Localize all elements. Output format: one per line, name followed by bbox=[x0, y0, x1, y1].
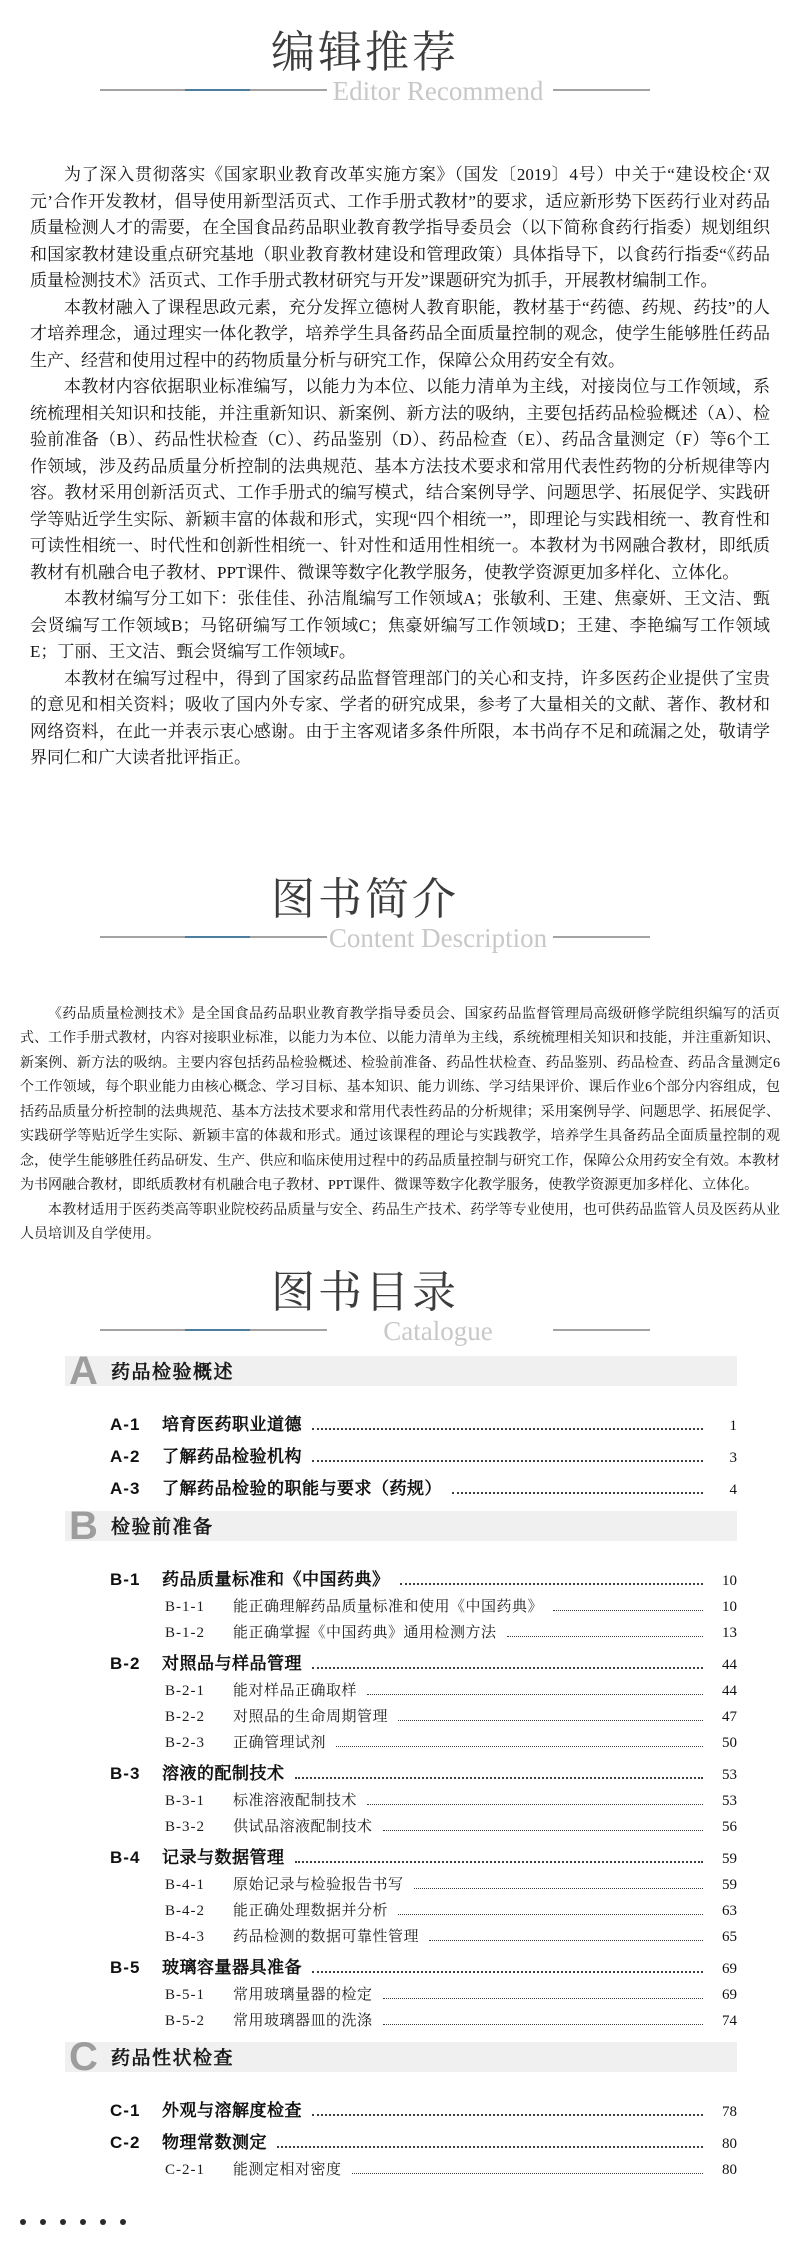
divider-line-accent bbox=[185, 1329, 250, 1331]
section-title-en: Editor Recommend bbox=[332, 76, 544, 106]
toc-item-page: 69 bbox=[722, 1986, 737, 2003]
dot-leader bbox=[312, 1667, 703, 1669]
section-title-en: Catalogue bbox=[383, 1315, 493, 1346]
toc-item-title: 常用玻璃器皿的洗涤 bbox=[233, 2012, 373, 2029]
divider-line-right bbox=[553, 89, 650, 91]
toc-item bbox=[65, 1620, 737, 1646]
toc-item-number: B-1-1 bbox=[165, 1598, 205, 1615]
toc-item-title: 玻璃容量器具准备 bbox=[162, 1957, 302, 1977]
section-header-editor-recommend bbox=[0, 30, 800, 108]
paragraph: 本教材在编写过程中，得到了国家药品监督管理部门的关心和支持，许多医药企业提供了宝贵的意见和相关资料；吸收了国内外专家、学者的研究成果，参考了大量相关的文献、著作、教材和网络资料，在此一并表示衷心感谢。由于主客观诸多条件所限，本书尚存不足和疏漏之处，敬请学界同仁和广大读者批评指正。 bbox=[30, 668, 770, 767]
toc-item bbox=[65, 1872, 737, 1898]
toc-item-page: 59 bbox=[722, 1850, 737, 1867]
toc-item-page: 65 bbox=[722, 1928, 737, 1945]
dot-leader bbox=[452, 1492, 703, 1494]
toc-item bbox=[65, 1412, 737, 1439]
toc-item bbox=[65, 1444, 737, 1471]
toc-item bbox=[65, 1982, 737, 2008]
toc-item-page: 56 bbox=[722, 1818, 737, 1835]
content-description-text bbox=[20, 1003, 780, 1248]
dot-leader bbox=[507, 1636, 703, 1637]
dot-leader bbox=[367, 1804, 703, 1805]
toc-item-number: C-2 bbox=[110, 2132, 141, 2152]
section-header-content-description bbox=[0, 874, 800, 955]
toc-item-page: 53 bbox=[722, 1766, 737, 1783]
ellipsis-dot bbox=[80, 2219, 86, 2225]
dot-leader bbox=[429, 1940, 703, 1941]
toc-item-number: C-1 bbox=[110, 2100, 141, 2120]
section-title: 检验前准备 bbox=[111, 1517, 214, 1538]
toc-item-title: 了解药品检验的职能与要求（药规） bbox=[162, 1478, 442, 1498]
dot-leader bbox=[352, 2173, 703, 2174]
toc-item-number: B-1 bbox=[110, 1569, 141, 1589]
section-header-catalogue bbox=[0, 1267, 800, 1348]
toc-item-title: 原始记录与检验报告书写 bbox=[233, 1876, 404, 1893]
toc-item bbox=[65, 1845, 737, 1872]
toc-item-number: B-2-3 bbox=[165, 1734, 205, 1751]
toc-item-page: 59 bbox=[722, 1876, 737, 1893]
paragraph: 《药品质量检测技术》是全国食品药品职业教育教学指导委员会、国家药品监督管理局高级研修学院组织编写的活页式、工作手册式教材，内容对接职业标准，以能力为本位、以能力清单为主线，系统梳理相关知识和技能，并注重新知识、新案例、新方法的吸纳。主要内容包括药品检验概述、检验前准备、药品性状检查、药品鉴别、药品检查、药品含量测定6个工作领域，每个职业能力由核心概念、学习目标、基本知识、能力训练、学习结果评价、课后作业6个部分内容组成，包括药品质量分析控制的法典规范、基本方法技术要求和常用代表性药品的分析规律；采用案例导学、问题思学、拓展促学、实践研学等贴近学生实际、新颖丰富的体裁和形式。通过该课程的理论与实践教学，培养学生具备药品全面质量控制的观念，使学生能够胜任药品研发、生产、供应和临床使用过程中的药品质量控制与研究工作，保障公众用药安全有效。本教材为书网融合教材，即纸质教材有机融合电子教材、PPT课件、微课等数字化教学服务，使教学资源更加多样化、立体化。 bbox=[20, 1006, 780, 1193]
toc-item bbox=[65, 1898, 737, 1924]
toc-item-page: 69 bbox=[722, 1960, 737, 1977]
toc-item-page: 3 bbox=[729, 1449, 737, 1466]
toc-item-page: 80 bbox=[722, 2135, 737, 2152]
dot-leader bbox=[398, 1720, 703, 1721]
ellipsis-dot bbox=[20, 2219, 26, 2225]
toc-item-page: 80 bbox=[722, 2161, 737, 2178]
dot-leader bbox=[312, 1971, 703, 1973]
toc-item-number: A-1 bbox=[110, 1414, 141, 1434]
section-title-en: Content Description bbox=[328, 922, 548, 953]
dot-leader bbox=[312, 2114, 703, 2116]
toc-item-number: B-2-2 bbox=[165, 1708, 205, 1725]
toc-item-title: 记录与数据管理 bbox=[162, 1847, 285, 1867]
section-title-cn: 图书目录 bbox=[271, 1267, 459, 1317]
toc-item-title: 药品质量标准和《中国药典》 bbox=[162, 1569, 390, 1589]
toc-item bbox=[65, 1814, 737, 1840]
catalogue-section-band bbox=[65, 1503, 737, 1548]
dot-leader bbox=[398, 1914, 703, 1915]
toc-item-page: 13 bbox=[722, 1624, 737, 1641]
toc-item bbox=[65, 1924, 737, 1950]
toc-item-title: 能对样品正确取样 bbox=[233, 1682, 358, 1699]
section-letter-icon: B bbox=[69, 1503, 98, 1548]
dot-leader bbox=[312, 1460, 703, 1462]
toc-item-title: 药品检测的数据可靠性管理 bbox=[233, 1928, 420, 1945]
toc-item-page: 1 bbox=[729, 1417, 737, 1434]
toc-item bbox=[65, 1730, 737, 1756]
dot-leader bbox=[367, 1694, 703, 1695]
dot-leader bbox=[312, 1428, 703, 1430]
paragraph: 本教材融入了课程思政元素，充分发挥立德树人教育职能，教材基于“药德、药规、药技”的人才培养理念，通过理实一体化教学，培养学生具备药品全面质量控制的观念，使学生能够胜任药品生产、经营和使用过程中的药物质量分析与研究工作，保障公众用药安全有效。 bbox=[30, 297, 770, 370]
toc-item-title: 常用玻璃量器的检定 bbox=[233, 1986, 373, 2003]
toc-item bbox=[65, 1651, 737, 1678]
divider-line-accent bbox=[185, 936, 250, 938]
toc-item-title: 溶液的配制技术 bbox=[162, 1763, 285, 1783]
toc-item-page: 10 bbox=[722, 1572, 737, 1589]
toc-item-page: 50 bbox=[722, 1734, 737, 1751]
editor-recommend-text bbox=[30, 162, 770, 772]
toc-item-number: B-1-2 bbox=[165, 1624, 205, 1641]
toc-item-number: A-2 bbox=[110, 1446, 141, 1466]
toc-item-title: 能正确理解药品质量标准和使用《中国药典》 bbox=[233, 1598, 544, 1615]
toc-item bbox=[65, 2098, 737, 2125]
catalogue-section-band bbox=[65, 1348, 737, 1393]
toc-item-number: B-4 bbox=[110, 1847, 141, 1867]
toc-item-title: 能正确掌握《中国药典》通用检测方法 bbox=[233, 1624, 497, 1641]
section-title-cn: 图书简介 bbox=[271, 874, 459, 924]
ellipsis-dot bbox=[100, 2219, 106, 2225]
toc-item-number: B-4-2 bbox=[165, 1902, 205, 1919]
section-letter-icon: C bbox=[69, 2034, 98, 2079]
dot-leader bbox=[336, 1746, 703, 1747]
dot-leader bbox=[553, 1610, 703, 1611]
toc-item bbox=[65, 1704, 737, 1730]
toc-item-number: B-4-3 bbox=[165, 1928, 205, 1945]
toc-item bbox=[65, 2130, 737, 2157]
toc-item-number: B-5 bbox=[110, 1957, 141, 1977]
ellipsis-dot bbox=[120, 2219, 126, 2225]
toc-item-page: 74 bbox=[722, 2012, 737, 2029]
toc-item-number: B-3 bbox=[110, 1763, 141, 1783]
toc-item-number: B-2 bbox=[110, 1653, 141, 1673]
ellipsis-dot bbox=[40, 2219, 46, 2225]
dot-leader bbox=[295, 1777, 704, 1779]
toc-item-page: 47 bbox=[722, 1708, 737, 1725]
toc-item bbox=[65, 2157, 737, 2183]
toc-item-title: 标准溶液配制技术 bbox=[233, 1792, 358, 1809]
ellipsis-dot bbox=[60, 2219, 66, 2225]
toc-item-title: 正确管理试剂 bbox=[233, 1734, 327, 1751]
section-title-cn: 编辑推荐 bbox=[271, 28, 459, 77]
paragraph: 本教材内容依据职业标准编写，以能力为本位、以能力清单为主线，对接岗位与工作领域，系统梳理相关知识和技能，并注重新知识、新案例、新方法的吸纳，主要包括药品检验概述（A）、检验前准备（B）、药品性状检查（C）、药品鉴别（D）、药品检查（E）、药品含量测定（F）等6个工作领域，涉及药品质量分析控制的法典规范、基本方法技术要求和常用代表性药物的分析规律等内容。教材采用创新活页式、工作手册式的编写模式，结合案例导学、问题思学、拓展促学、实践研学等贴近学生实际、新颖丰富的体裁和形式，实现“四个相统一”，即理论与实践相统一、教育性和可读性相统一、时代性和创新性相统一、针对性和适用性相统一。本教材为书网融合教材，即纸质教材有机融合电子教材、PPT课件、微课等数字化教学服务，使教学资源更加多样化、立体化。 bbox=[30, 377, 770, 582]
toc-item-page: 10 bbox=[722, 1598, 737, 1615]
toc-item-title: 对照品的生命周期管理 bbox=[233, 1708, 389, 1725]
toc-item-title: 培育医药职业道德 bbox=[162, 1414, 302, 1434]
divider-line-right bbox=[553, 1329, 650, 1331]
divider-line-right bbox=[553, 936, 650, 938]
section-title: 药品性状检查 bbox=[111, 2048, 235, 2069]
toc-item-title: 供试品溶液配制技术 bbox=[233, 1818, 373, 1835]
catalogue-toc bbox=[65, 1348, 737, 2183]
toc-item-number: B-5-1 bbox=[165, 1986, 205, 2003]
toc-item-number: B-3-1 bbox=[165, 1792, 205, 1809]
section-title: 药品检验概述 bbox=[111, 1362, 235, 1383]
paragraph: 为了深入贯彻落实《国家职业教育改革实施方案》（国发〔2019〕4号）中关于“建设校企‘双元’合作开发教材，倡导使用新型活页式、工作手册式教材”的要求，适应新形势下医药行业对药品质量检测人才的需要，在全国食品药品职业教育教学指导委员会（以下简称食药行指委）规划组织和国家教材建设重点研究基地（职业教育教材建设和管理政策）具体指导下，以食药行指委“《药品质量检测技术》活页式、工作手册式教材研究与开发”课题研究为抓手，开展教材编制工作。 bbox=[30, 165, 770, 290]
toc-ellipsis bbox=[20, 2219, 800, 2225]
toc-item-number: B-4-1 bbox=[165, 1876, 205, 1893]
toc-item bbox=[65, 1761, 737, 1788]
toc-item-page: 44 bbox=[722, 1682, 737, 1699]
toc-item-page: 53 bbox=[722, 1792, 737, 1809]
dot-leader bbox=[277, 2146, 703, 2148]
divider-line-accent bbox=[185, 89, 250, 91]
toc-item-page: 78 bbox=[722, 2103, 737, 2120]
dot-leader bbox=[383, 1830, 703, 1831]
toc-item bbox=[65, 1594, 737, 1620]
toc-item bbox=[65, 1567, 737, 1594]
catalogue-section-band bbox=[65, 2034, 737, 2079]
dot-leader bbox=[295, 1861, 704, 1863]
toc-item-number: B-3-2 bbox=[165, 1818, 205, 1835]
paragraph: 本教材适用于医药类高等职业院校药品质量与安全、药品生产技术、药学等专业使用，也可供药品监管人员及医药从业人员培训及自学使用。 bbox=[20, 1202, 780, 1242]
toc-item-title: 物理常数测定 bbox=[162, 2132, 267, 2152]
dot-leader bbox=[414, 1888, 703, 1889]
toc-item bbox=[65, 1788, 737, 1814]
toc-item-page: 63 bbox=[722, 1902, 737, 1919]
toc-item-number: A-3 bbox=[110, 1478, 141, 1498]
toc-item-number: B-5-2 bbox=[165, 2012, 205, 2029]
toc-item-title: 对照品与样品管理 bbox=[162, 1653, 302, 1673]
section-letter-icon: A bbox=[69, 1348, 98, 1393]
toc-item-number: C-2-1 bbox=[165, 2161, 205, 2178]
toc-item-title: 外观与溶解度检查 bbox=[162, 2100, 302, 2120]
toc-item bbox=[65, 1476, 737, 1503]
paragraph: 本教材编写分工如下：张佳佳、孙洁胤编写工作领域A；张敏利、王建、焦豪妍、王文洁、甄会贤编写工作领域B；马铭研编写工作领域C；焦豪妍编写工作领域D；王建、李艳编写工作领域E；丁丽、王文洁、甄会贤编写工作领域F。 bbox=[30, 589, 770, 661]
toc-item-page: 4 bbox=[729, 1481, 737, 1498]
toc-item-title: 能正确处理数据并分析 bbox=[233, 1902, 389, 1919]
toc-item-page: 44 bbox=[722, 1656, 737, 1673]
toc-item bbox=[65, 2008, 737, 2034]
dot-leader bbox=[400, 1583, 704, 1585]
dot-leader bbox=[383, 2024, 703, 2025]
toc-item-number: B-2-1 bbox=[165, 1682, 205, 1699]
dot-leader bbox=[383, 1998, 703, 1999]
toc-item bbox=[65, 1955, 737, 1982]
toc-item bbox=[65, 1678, 737, 1704]
toc-item-title: 了解药品检验机构 bbox=[162, 1446, 302, 1466]
toc-item-title: 能测定相对密度 bbox=[233, 2161, 342, 2178]
